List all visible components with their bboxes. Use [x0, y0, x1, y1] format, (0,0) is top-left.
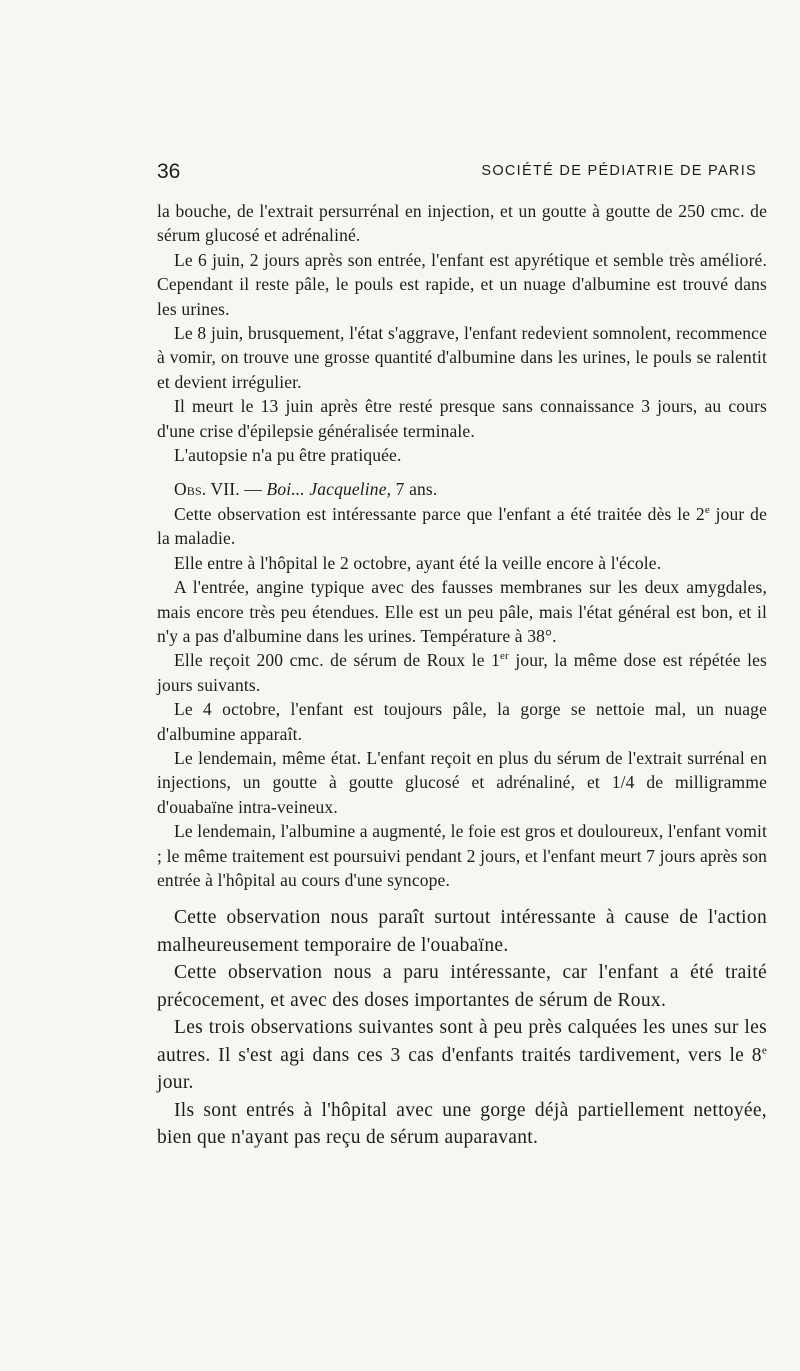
paragraph: Le lendemain, l'albumine a augmenté, le foie est gros et douloureux, l'enfant vomit ; le même traitement est poursuivi pendant 2 jours, et l'enfant meurt 7 jours après son entrée à l'hôpital au cours d'une syncope. — [157, 821, 767, 890]
paragraph: Le 8 juin, brusquement, l'état s'aggrave, l'enfant redevient somnolent, recommence à vomir, on trouve une grosse quantité d'albumine dans les urines, le pouls se ralentit et devient irrégulier. — [157, 323, 767, 392]
paragraph — [157, 502, 767, 551]
page-header — [157, 160, 767, 186]
paragraph — [157, 648, 767, 697]
paragraph: Le 4 octobre, l'enfant est toujours pâle, la gorge se nettoie mal, un nuage d'albumine apparaît. — [157, 699, 767, 744]
text-run: Cette observation est intéressante parce que l'enfant a été traitée dès le 2 — [174, 503, 705, 524]
observation-label: Obs. VII. — [174, 479, 240, 500]
running-title: SOCIÉTÉ DE PÉDIATRIE DE PARIS — [481, 163, 757, 179]
patient-age: 7 ans. — [391, 479, 438, 500]
paragraph: Le 6 juin, 2 jours après son entrée, l'enfant est apyrétique et semble très amélioré. Cependant il reste pâle, le pouls est rapide, et un nuage d'albumine est trouvé dans les urines. — [157, 249, 767, 319]
text-run: jour. — [157, 1072, 194, 1094]
ordinal-sup: er — [500, 650, 509, 663]
paragraph: Cette observation nous paraît surtout intéressante à cause de l'action malheureusement temporaire de l'ouabaïne. — [157, 907, 767, 956]
ordinal-sup: e — [704, 504, 710, 517]
paragraph: Le lendemain, même état. L'enfant reçoit en plus du sérum de l'extrait surrénal en injections, un goutte à goutte glucosé et adrénaliné, et 1/4 de milligramme d'ouabaïne intra-veineux. — [157, 747, 767, 817]
paragraph — [157, 1014, 767, 1097]
page-number: 36 — [157, 160, 181, 183]
paragraph: Il meurt le 13 juin après être resté presque sans connaissance 3 jours, au cours d'une crise d'épilepsie généralisée terminale. — [157, 396, 767, 441]
text-run: jour, la même dose est répétée les jours suivants. — [157, 650, 768, 695]
observation-dash: — — [239, 479, 267, 500]
body-text — [157, 199, 767, 1152]
paragraph: A l'entrée, angine typique avec des fausses membranes sur les deux amygdales, mais encore très peu étendues. Elle est un peu pâle, mais l'état général est bon, et il n'y a pas d'albumine dans les urines. Température à 38°. — [157, 577, 767, 646]
paragraph: Ils sont entrés à l'hôpital avec une gorge déjà partiellement nettoyée, bien que n'ayant pas reçu de sérum auparavant. — [157, 1099, 767, 1149]
text-run: jour de la maladie. — [157, 503, 767, 549]
large-print-section — [157, 904, 767, 1152]
observation-heading — [157, 477, 767, 501]
paragraph: Cette observation nous a paru intéressante, car l'enfant a été traité précocement, et avec des doses importantes de sérum de Roux. — [157, 962, 767, 1011]
text-run: Elle reçoit 200 cmc. de sérum de Roux le 1 — [174, 650, 500, 671]
patient-name: Boi... Jacqueline, — [266, 479, 392, 500]
paragraph: la bouche, de l'extrait persurrénal en injection, et un goutte à goutte de 250 cmc. de sérum glucosé et adrénaliné. — [157, 201, 767, 246]
small-print-section — [157, 199, 767, 892]
paragraph: L'autopsie n'a pu être pratiquée. — [174, 445, 402, 466]
paragraph: Elle entre à l'hôpital le 2 octobre, ayant été la veille encore à l'école. — [174, 552, 662, 573]
ordinal-sup: e — [761, 1044, 767, 1057]
text-run: Les trois observations suivantes sont à peu près calquées les unes sur les autres. Il s'est agi dans ces 3 cas d'enfants traités tardivement, vers le 8 — [157, 1017, 767, 1066]
